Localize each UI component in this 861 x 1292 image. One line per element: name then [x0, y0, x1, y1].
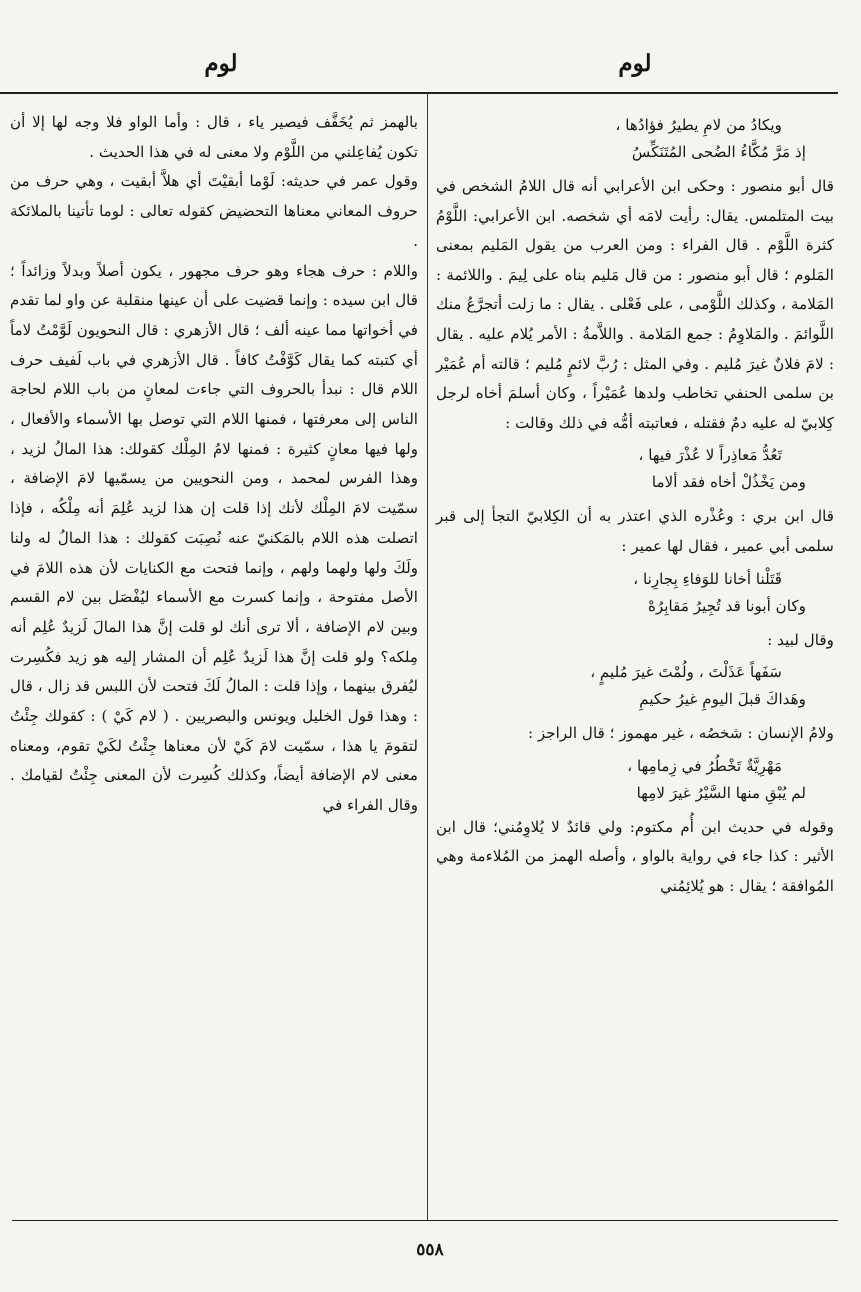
verse-2-hemistich-2: ومن يَخْذُلْ أخاه فقد ألاما: [651, 473, 806, 492]
bottom-rule: [12, 1220, 838, 1221]
verse-4: [436, 659, 834, 713]
paragraph: وقوله في حديث ابن أُم مكتوم: ولي قائدٌ لا يُلاوِمُني؛ قال ابن الأثير : كذا جاء في رواية بالواو ، وأصله الهمز من المُلاءمة وهي المُوافقة ؛ يقال : هو يُلائِمُني: [436, 817, 834, 895]
verse-5-hemistich-2: لم يُبْقِ منها السَّيْرُ غيرَ لامِها: [636, 783, 806, 802]
running-head-right: لوم: [618, 50, 652, 77]
running-head-left: لوم: [204, 50, 238, 77]
verse-2-hemistich-1: تَعُدُّ مَعاذِراً لا عُذْرَ فيها ،: [638, 446, 782, 465]
paragraph: وقول عمر في حديثه: لَوْما أبقيْتَ أي هلاَّ أبقيت ، وهي حرف من حروف المعاني معناها التحضيض كقوله تعالى : لوما تأتينا بالملائكة .: [10, 172, 418, 250]
right-column: [436, 108, 834, 902]
paragraph: ولامُ الإنسان : شخصُه ، غير مهموز ؛ قال الراجز :: [527, 724, 834, 743]
column-divider: [427, 92, 428, 1220]
verse-3-hemistich-2: وكان أبونا قد تُجِيرُ مَقابِرُهْ: [647, 596, 806, 615]
verse-2: [436, 442, 834, 496]
verse-4-hemistich-1: سَفَهاً عَذَلْتَ ، ولُمْتَ غيرَ مُليمٍ ،: [590, 663, 782, 682]
top-rule: [0, 92, 838, 94]
paragraph: بالهمز ثم يُخَفَّف فيصير ياء ، قال : وأما الواو فلا وجه لها إلا أن تكون يُفاعِلني من اللَّوْم ولا معنى له في هذا الحديث .: [10, 113, 418, 161]
verse-3: [436, 566, 834, 620]
verse-3-hemistich-1: قَتَلْنا أخانا للوَفاءِ بِجارِنا ،: [633, 569, 782, 588]
verse-1-hemistich-2: إذ مَرَّ مُكَّاءُ الضُحى المُتَنَكِّسُ: [631, 143, 806, 161]
verse-5-hemistich-1: مَهْرِيَّةٌ تَخْطُرُ في زِمامِها ،: [627, 756, 782, 775]
verse-4-hemistich-2: وهَداكَ قبلَ اليومِ غيرُ حكيمِ: [639, 690, 806, 709]
paragraph: قال أبو منصور : وحكى ابن الأعرابي أنه قال اللامُ الشخص في بيت المتلمس. يقال: رأيت لامَه أي شخصه. ابن الأعرابي: اللَّوْمُ كثرة اللَّوْم . قال الفراء : ومن العرب من يقول المَليم بمعنى المَلوم ؛ قال أبو منصور : من قال مَليم بناه على لِيمَ . واللائمة : المَلامة ، وكذلك اللَّوْمى ، على فَعْلى . يقال : ما زلت أتجرَّعُ منك اللَّوائمَ . والمَلاوِمُ : جمع المَلامة . واللاَّمةُ : الأمر يُلام عليه . يقال : لامَ فلانٌ غيرَ مُليم . وفي المثل : رُبَّ لائمٍ مُليم ؛ قالته أم عُمَيْر بن سلمى الحنفي تخاطب ولدها عُمَيْراً ، وكان أسلمَ أخاه لرجل كِلابيّ له عليه دمٌ فقتله ، فعاتبته أمُّه في ذلك وقالت :: [436, 177, 834, 432]
page-number: ٥٥٨: [416, 1240, 444, 1260]
left-column: [10, 108, 418, 821]
verse-1: [436, 112, 834, 166]
paragraph: وقال لبيد :: [767, 630, 834, 649]
paragraph: واللام : حرف هجاء وهو حرف مجهور ، يكون أصلاً وبدلاً وزائداً ؛ قال ابن سيده : وإنما قضيت على أن عينها منقلبة عن واو لما تقدم في أخواتها مما عينه ألف ؛ قال الأزهري : قال النحويون لَوَّمْتُ لاماً أي كتبته كما يقال كَوَّفْتُ كافاً . قال الأزهري في باب لَفيف حرف اللام قال : نبدأ بالحروف التي جاءت لمعانٍ من باب اللام لحاجة الناس إلى معرفتها ، فمنها اللام التي توصل بها الأسماء والأفعال ، ولها فيها معانٍ كثيرة : فمنها لامُ المِلْك كقولك: هذا المالُ لزيد ، وهذا الفرس لمحمد ، ومن النحويين من يسمّيها لامَ الإضافة ، سمّيت لامَ المِلْك لأنك إذا قلت إن هذا لزيد عُلِمَ أنه مِلْكُه ، فإذا اتصلت هذه اللام بالمَكنيّ عنه نُصِبَت كقولك : هذا المالُ له ولنا ولَكَ ولها ولهما ولهم ، وإنما فتحت مع الكنايات لأن هذه اللامَ في الأصل مفتوحة ، وإنما كسرت مع الأسماء ليُفْصَل بين لام القسم وبين لام الإضافة ، ألا ترى أنك لو قلت إنَّ هذا المالَ لَزيدٌ عُلِم أنه مِلكه؟ ولو قلت إنَّ هذا لَزيدٌ عُلِم أن المشار إليه هو زيد فكُسِرت ليُفرق بينهما ، وإذا قلت : المالُ لَكَ فتحت لأن اللبس قد زال ، قال : وهذا قول الخليل ويونس والبصريين . ( لام كَيْ ) : كقولك جِئْتُ لتقومَ يا هذا ، سمّيت لامَ كَيْ لأن معناها جِئْتُ لكَيْ تقوم، ومعناه معنى لام الإضافة أيضاً، وكذلك كُسِرت لأن المعنى جِئْتُ لقيامك . وقال الفراء في: [10, 261, 418, 815]
verse-5: [436, 753, 834, 807]
paragraph: قال ابن بري : وعُذْره الذي اعتذر به أن الكِلابيّ التجأ إلى قبر سلمى أبي عمير ، فقال لها عمير :: [436, 507, 834, 555]
verse-1-hemistich-1: ويكادُ من لامِ يطيرُ فؤادُها ،: [615, 116, 782, 134]
